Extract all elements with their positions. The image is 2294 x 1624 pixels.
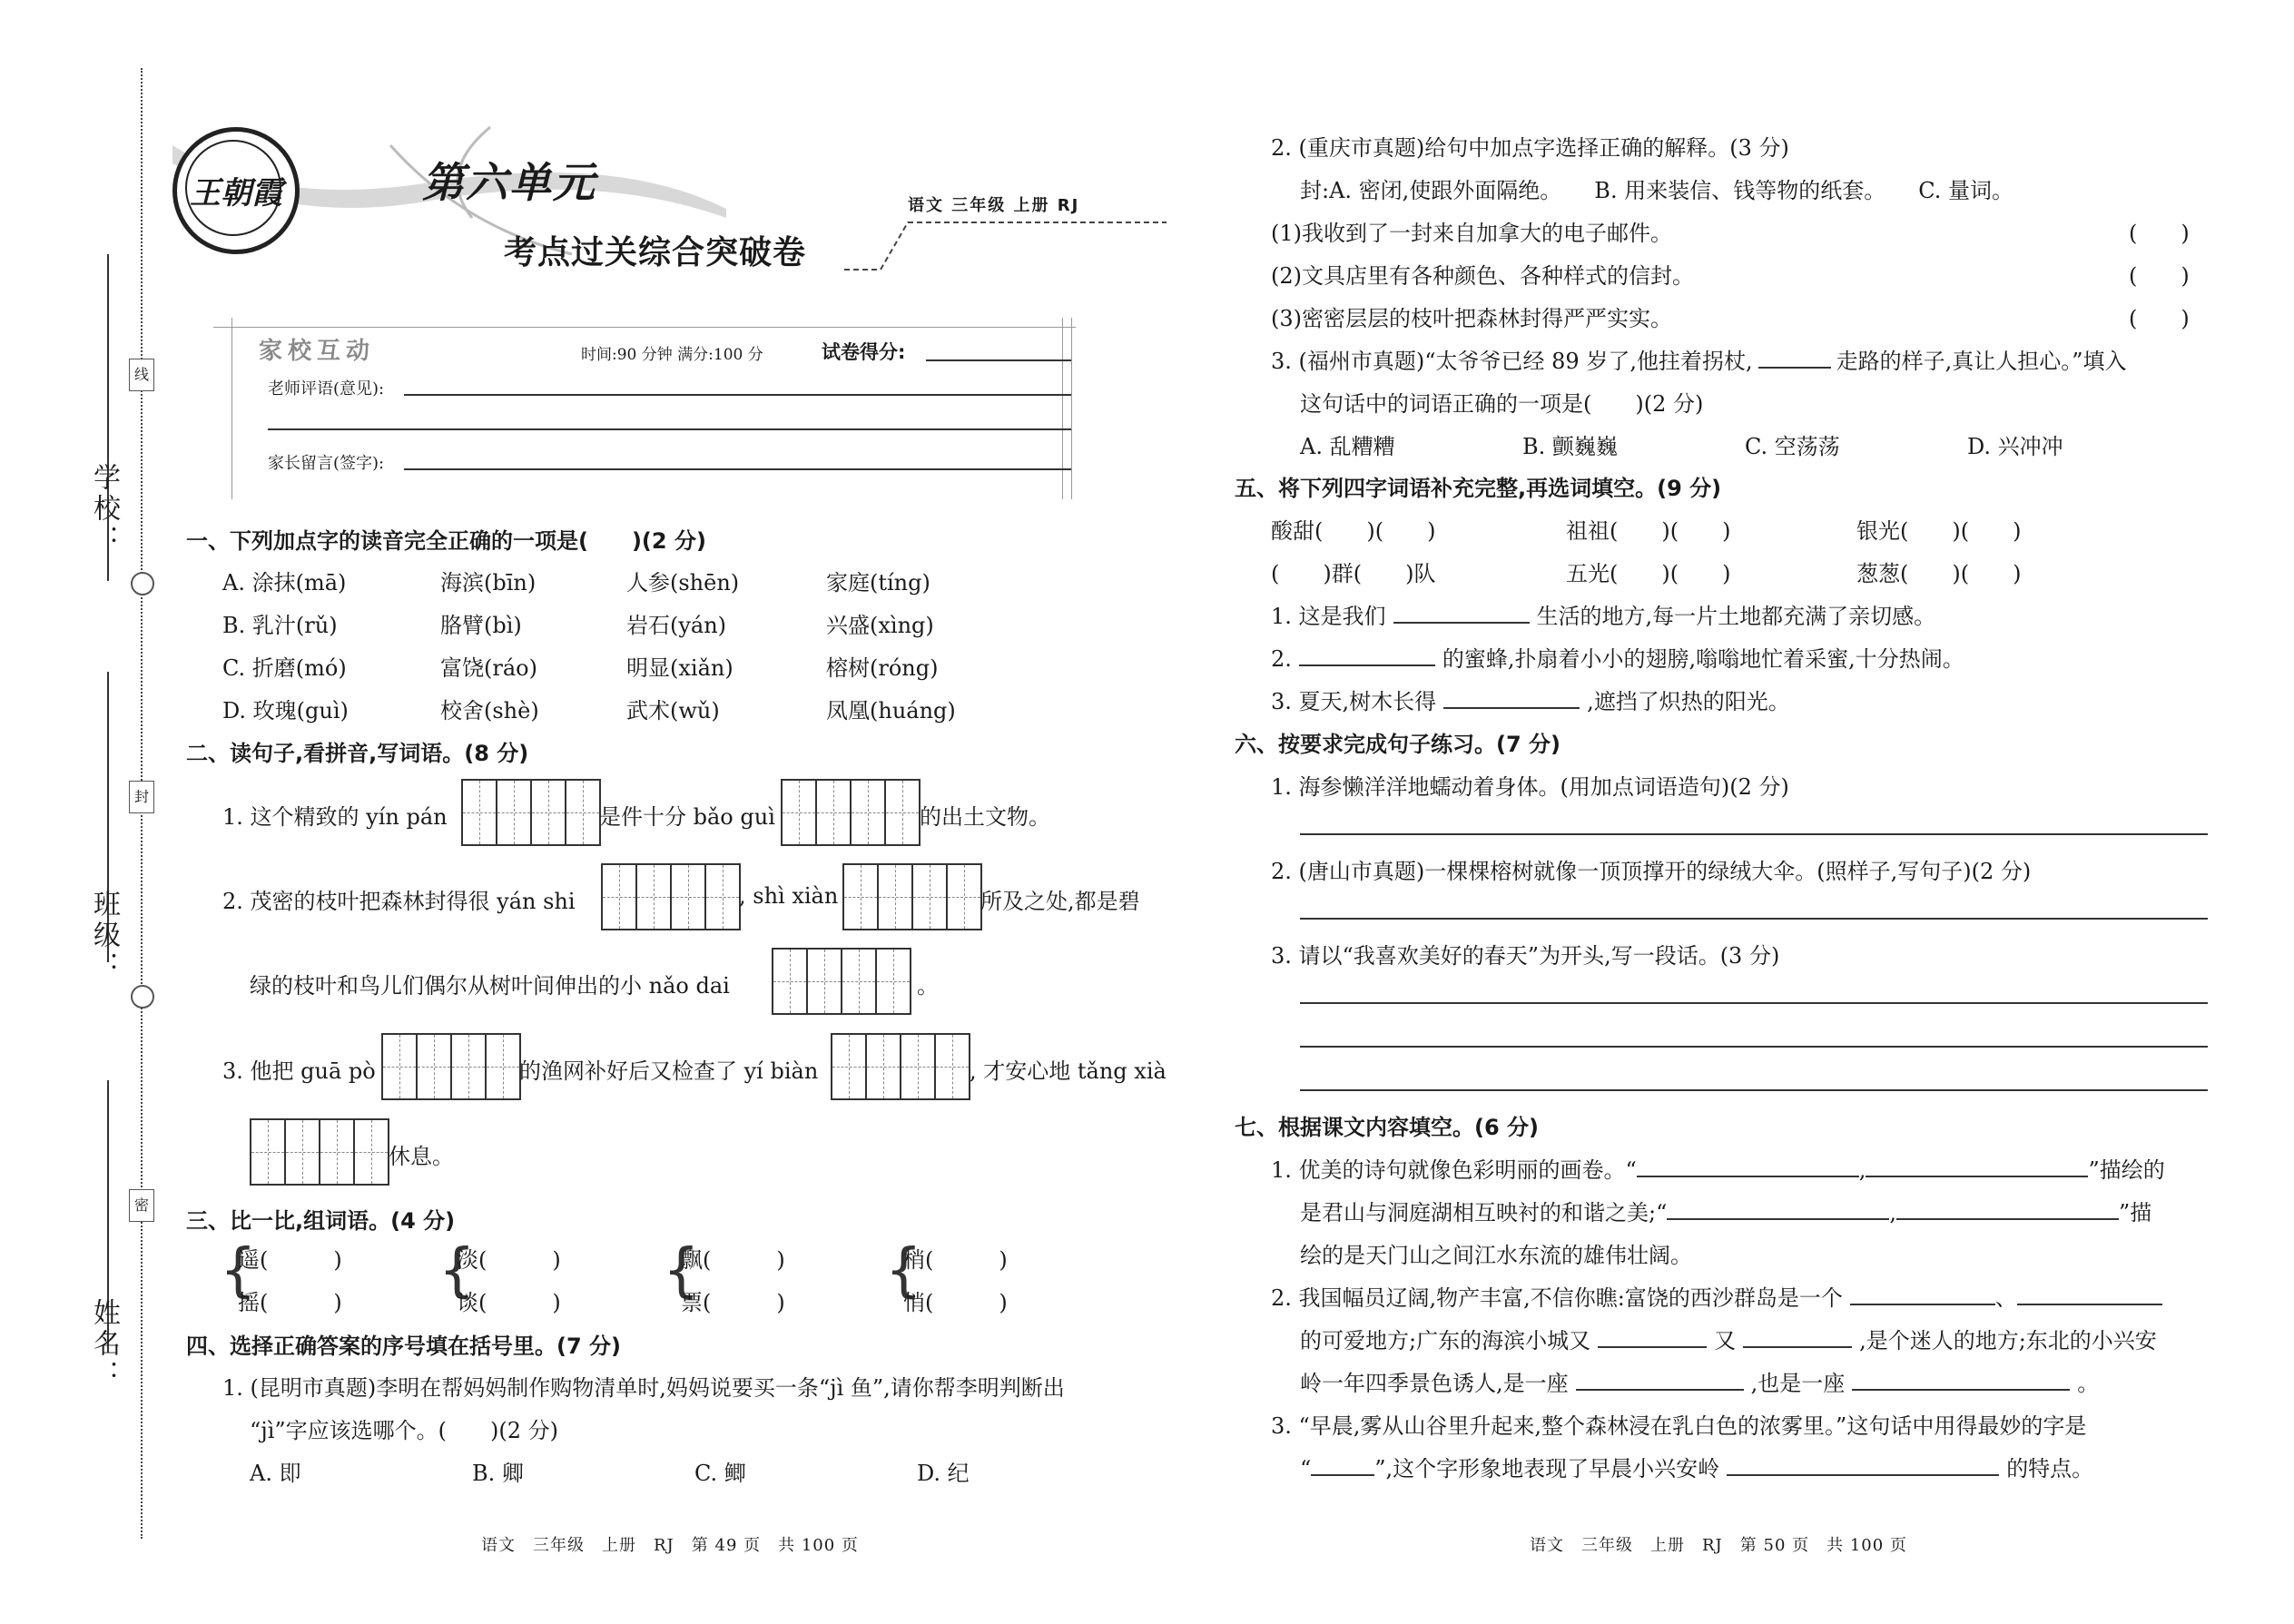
q2-sentence: 的渔网补好后又检查了 yí biàn [519,1058,819,1084]
q4-sub-item: (2)文具店里有各种颜色、各种样式的信封。 [1271,263,1694,289]
q2-sentence: 绿的枝叶和鸟儿们偶尔从树叶间伸出的小 nǎo dai [250,973,730,999]
answer-line[interactable] [1300,1089,2208,1091]
q3-word: 梢( ) [903,1247,1008,1273]
answer-line[interactable] [1300,918,2208,920]
q5-sentence1: 1. 这是我们 生活的地方,每一片土地都充满了亲切感。 [1271,598,1935,630]
q4-item3: 这句话中的词语正确的一项是( )(2 分) [1300,391,1704,417]
brace-icon: { [438,1237,476,1304]
q6-item3: 3. 请以“我喜欢美好的春天”为开头,写一段话。(3 分) [1271,943,1780,969]
brace-icon: { [663,1237,700,1304]
exam-subtitle: 考点过关综合突破卷 [504,233,807,271]
q6-title: 六、按要求完成句子练习。(7 分) [1235,732,1561,757]
q1-item: 武术(wǔ) [626,698,720,723]
q7-line4: 2. 我国幅员辽阔,物产丰富,不信你瞧:富饶的西沙群岛是一个 、 [1271,1280,2162,1312]
q2-title: 二、读句子,看拼音,写词语。(8 分) [186,741,529,766]
q7-line7: 3. “早晨,雾从山谷里升起来,整个森林浸在乳白色的浓雾里。”这句话中用得最妙的字是 [1271,1413,2087,1439]
q2-sentence: 2. 茂密的枝叶把森林封得很 yán shi [222,889,576,914]
q1-item: 富饶(ráo) [440,655,537,681]
q4-sub-item: (1)我收到了一封来自加拿大的电子邮件。 [1271,221,1672,246]
q1-option-d: D. 玫瑰(guì) [222,698,349,723]
q4-option: C. 空荡荡 [1745,434,1840,459]
q5-word: 祖祖( )( ) [1566,518,1731,544]
q1-item: 胳臂(bì) [440,613,522,638]
time-info: 时间:90 分钟 满分:100 分 [581,346,763,364]
q3-word: 摇( ) [238,1290,342,1315]
q4-item3: 3. (福州市真题)“太爷爷已经 89 岁了,他拄着拐杖, 走路的样子,真让人担心。”填入 [1271,343,2126,375]
binding-seal-icon [131,985,154,1009]
q4-option: B. 卿 [472,1461,524,1486]
q3-title: 三、比一比,组词语。(4 分) [186,1208,456,1234]
q4-option: D. 纪 [917,1461,970,1486]
q2-answer-grid[interactable] [781,779,921,846]
q3-word: 淡( ) [457,1247,561,1273]
q2-answer-grid[interactable] [772,948,911,1015]
q5-word: 酸甜( )( ) [1271,518,1436,544]
q4-item1: 1. (昆明市真题)李明在帮妈妈制作购物清单时,妈妈说要买一条“jì 鱼”,请你帮李明判断出 [222,1375,1065,1401]
q7-title: 七、根据课文内容填空。(6 分) [1235,1115,1539,1140]
q4-option: C. 鲫 [694,1461,746,1486]
q2-sentence: 是件十分 bǎo guì [599,804,775,830]
brace-icon: { [220,1237,257,1304]
q7-line8: “ ”,这个字形象地表现了早晨小兴安岭 的特点。 [1300,1451,2093,1482]
q4-item2: 2. (重庆市真题)给句中加点字选择正确的解释。(3 分) [1271,135,1789,161]
class-label: 班级： [88,890,120,982]
q6-item1: 1. 海参懒洋洋地蠕动着身体。(用加点词语造句)(2 分) [1271,774,1789,800]
q5-word: ( )群( )队 [1271,561,1436,586]
q1-option-a: A. 涂抹(mā) [222,570,347,595]
q5-sentence3: 3. 夏天,树木长得 ,遮挡了炽热的阳光。 [1271,684,1790,715]
page-footer-right: 语文 三年级 上册 RJ 第 50 页 共 100 页 [1530,1536,1907,1555]
q2-answer-grid[interactable] [461,779,601,846]
q2-sentence: 1. 这个精致的 yín pán [222,804,448,830]
q4-item1: “jì”字应该选哪个。( )(2 分) [250,1418,559,1443]
score-label: 试卷得分: [822,341,906,363]
answer-blank[interactable]: ( ) [2129,263,2190,289]
q5-sentence2: 2. 的蜜蜂,扑扇着小小的翅膀,嗡嗡地忙着采蜜,十分热闹。 [1271,641,1964,673]
logo-text: 王朝霞 [190,175,282,212]
q7-line1: 1. 优美的诗句就像色彩明丽的画卷。“ , ”描绘的 [1271,1152,2165,1184]
q2-answer-grid[interactable] [601,863,741,930]
q1-item: 校舍(shè) [440,698,539,723]
q2-sentence: 3. 他把 guā pò [222,1058,376,1084]
q1-item: 家庭(tíng) [826,570,930,595]
page-footer-left: 语文 三年级 上册 RJ 第 49 页 共 100 页 [481,1536,859,1555]
q3-word: 悄( ) [903,1290,1008,1315]
q1-item: 凤凰(huáng) [826,698,956,723]
q2-answer-grid[interactable] [831,1033,970,1100]
score-line[interactable] [926,359,1071,361]
q5-word: 五光( )( ) [1566,561,1731,586]
answer-blank[interactable]: ( ) [2129,306,2190,331]
q5-word: 葱葱( )( ) [1856,561,2022,586]
logo-seal [172,127,300,254]
q4-option: D. 兴冲冲 [1967,434,2063,459]
school-label: 学校： [88,463,120,556]
q1-option-b: B. 乳汁(rǔ) [222,613,338,638]
parent-comment-line[interactable] [404,468,1071,470]
q2-answer-grid[interactable] [250,1118,389,1186]
q4-option: B. 颤巍巍 [1522,434,1618,459]
answer-line[interactable] [1300,1046,2208,1048]
unit-title: 第六单元 [422,158,596,207]
q4-sub-item: (3)密密层层的枝叶把森林封得严严实实。 [1271,306,1672,331]
grade-meta: 语文 三年级 上册 RJ [908,196,1080,215]
name-label: 姓名： [88,1298,120,1391]
q4-option: A. 乱糟糟 [1300,434,1395,459]
q1-item: 明显(xiǎn) [626,655,733,681]
q2-sentence: 休息。 [389,1144,454,1169]
brace-icon: { [885,1237,922,1304]
q1-item: 兴盛(xìng) [826,613,934,638]
q7-line6: 岭一年四季景色诱人,是一座 ,也是一座 。 [1300,1365,2099,1397]
q7-line3: 绘的是天门山之间江水东流的雄伟壮阔。 [1300,1243,1692,1268]
binding-seal-icon [131,572,154,595]
q1-item: 海滨(bīn) [440,570,537,595]
q4-title: 四、选择正确答案的序号填在括号里。(7 分) [186,1334,621,1359]
q2-answer-grid[interactable] [842,863,982,930]
binding-tag-feng: 封 [129,781,154,813]
binding-tag-mi: 密 [129,1189,154,1222]
q3-word: 遥( ) [238,1247,342,1273]
q2-sentence: 。 [917,973,939,999]
teacher-comment-line[interactable] [404,394,1071,396]
q1-item: 人参(shēn) [626,570,740,595]
q1-title: 一、下列加点字的读音完全正确的一项是( )(2 分) [186,528,706,554]
answer-line[interactable] [1300,1002,2208,1004]
q2-answer-grid[interactable] [381,1033,521,1100]
q5-word: 银光( )( ) [1856,518,2022,544]
jiaxiao-label: 家校互动 [259,338,376,365]
q1-option-c: C. 折磨(mó) [222,655,347,681]
q1-item: 榕树(róng) [826,655,939,681]
q1-item: 岩石(yán) [626,613,727,638]
q3-word: 飘( ) [681,1247,785,1273]
parent-comment-label: 家长留言(签字): [268,454,385,473]
q7-line5: 的可爱地方;广东的海滨小城又 又 ,是个迷人的地方;东北的小兴安 [1300,1323,2157,1354]
answer-blank[interactable]: ( ) [2129,221,2190,246]
q7-line2: 是君山与洞庭湖相互映衬的和谐之美;“ , ”描 [1300,1195,2151,1226]
q6-item2: 2. (唐山市真题)一棵棵榕树就像一顶顶撑开的绿绒大伞。(照样子,写句子)(2 分) [1271,859,2032,884]
q2-sentence: 的出土文物。 [920,804,1050,830]
q3-word: 谈( ) [457,1290,561,1315]
teacher-comment-label: 老师评语(意见): [268,379,385,399]
q2-sentence: , 才安心地 tǎng xià [970,1058,1167,1084]
q4-option: A. 即 [250,1461,301,1486]
q4-feng-options: 封:A. 密闭,使跟外面隔绝。 B. 用来装信、钱等物的纸套。 C. 量词。 [1300,178,2013,203]
teacher-comment-line2[interactable] [268,428,1071,430]
binding-tag-xian: 线 [129,359,154,391]
q3-word: 票( ) [681,1290,785,1315]
answer-line[interactable] [1300,833,2208,835]
q2-sentence: , shì xiàn [739,883,839,909]
q2-sentence: 所及之处,都是碧 [980,889,1140,914]
q5-title: 五、将下列四字词语补充完整,再选词填空。(9 分) [1235,476,1722,501]
